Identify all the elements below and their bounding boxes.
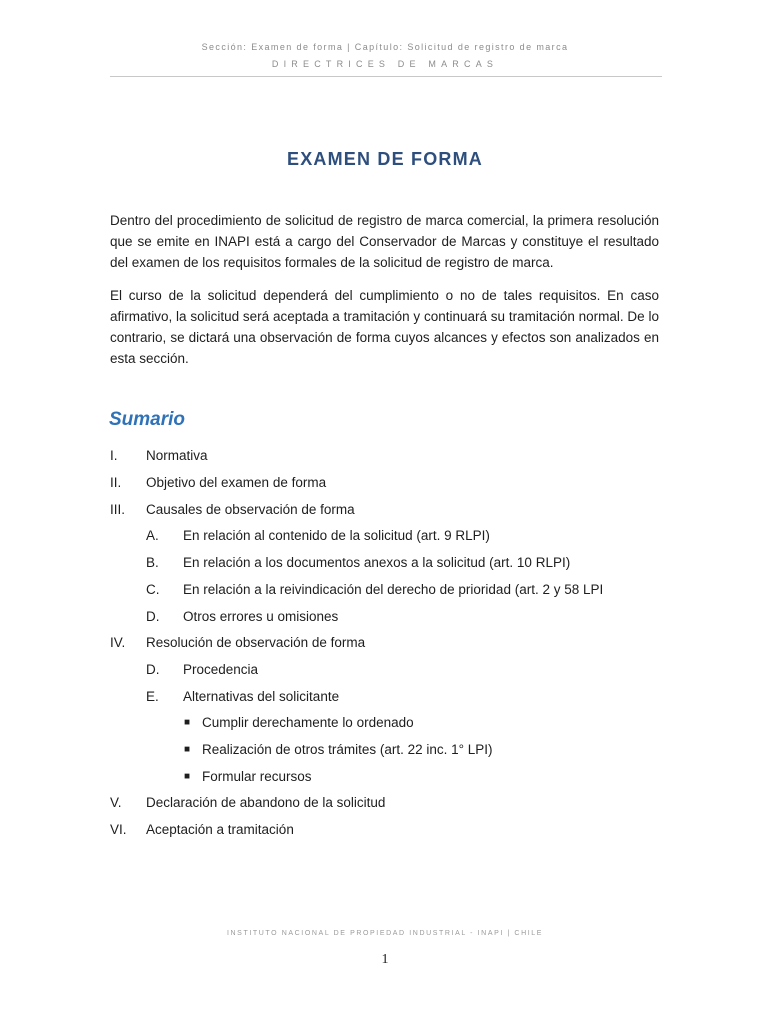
sumario-item-number: E. bbox=[146, 689, 159, 704]
sumario-item-text: Normativa bbox=[146, 448, 208, 463]
sumario-item-number: VI. bbox=[110, 822, 127, 837]
sumario-item-number: D. bbox=[146, 609, 160, 624]
sumario-item-number: B. bbox=[146, 555, 159, 570]
intro-paragraph: Dentro del procedimiento de solicitud de registro de marca comercial, la primera resolución que se emite en INAPI está a cargo del Conservador de Marcas y constituye el resultado del examen de los requisitos formales de la solicitud de registro de marca. bbox=[110, 213, 659, 270]
sumario-item bbox=[0, 446, 770, 466]
sumario-item-text: Resolución de observación de forma bbox=[146, 635, 366, 650]
square-bullet-icon: ■ bbox=[184, 744, 191, 755]
sumario-bullet-item bbox=[0, 740, 770, 760]
sumario-item-number: I. bbox=[110, 448, 118, 463]
sumario-item-text: Aceptación a tramitación bbox=[146, 822, 294, 837]
sumario-item-text: Procedencia bbox=[183, 662, 259, 677]
sumario-subitem bbox=[0, 660, 770, 680]
sumario-subitem bbox=[0, 553, 770, 573]
sumario-item-text: Realización de otros trámites (art. 22 inc. 1° LPI) bbox=[202, 742, 493, 757]
square-bullet-icon: ■ bbox=[184, 771, 191, 782]
sumario-item-text: En relación al contenido de la solicitud (art. 9 RLPI) bbox=[183, 528, 490, 543]
sumario-item-text: Alternativas del solicitante bbox=[183, 689, 340, 704]
sumario-item-text: En relación a la reivindicación del derecho de prioridad (art. 2 y 58 LPI bbox=[183, 582, 604, 597]
sumario-item bbox=[0, 793, 770, 813]
sumario-item-number: IV. bbox=[110, 635, 126, 650]
sumario-item-number: C. bbox=[146, 582, 160, 597]
sumario-item-text: Formular recursos bbox=[202, 769, 312, 784]
sumario-subitem bbox=[0, 526, 770, 546]
sumario-item-text: Causales de observación de forma bbox=[146, 502, 355, 517]
header-breadcrumb: Sección: Examen de forma | Capítulo: Solicitud de registro de marca bbox=[201, 42, 569, 52]
sumario-bullet-item bbox=[0, 713, 770, 733]
sumario-subitem bbox=[0, 580, 770, 600]
sumario-item bbox=[0, 500, 770, 520]
page-number: 1 bbox=[381, 952, 389, 967]
sumario-item-text: Declaración de abandono de la solicitud bbox=[146, 795, 386, 810]
sumario-item bbox=[0, 633, 770, 653]
sumario-bullet-item bbox=[0, 767, 770, 787]
sumario-item-text: Cumplir derechamente lo ordenado bbox=[202, 715, 414, 730]
sumario-item-number: D. bbox=[146, 662, 160, 677]
square-bullet-icon: ■ bbox=[184, 717, 191, 728]
sumario-heading: Sumario bbox=[109, 409, 186, 430]
sumario-item bbox=[0, 473, 770, 493]
sumario-item-text: Objetivo del examen de forma bbox=[146, 475, 327, 490]
header-subtitle: DIRECTRICES DE MARCAS bbox=[271, 59, 499, 69]
sumario-item-number: III. bbox=[110, 502, 126, 517]
sumario-subitem bbox=[0, 607, 770, 627]
footer-text: INSTITUTO NACIONAL DE PROPIEDAD INDUSTRIAL - INAPI | CHILE bbox=[226, 930, 544, 937]
sumario-item-number: V. bbox=[110, 795, 122, 810]
sumario-subitem bbox=[0, 687, 770, 707]
sumario-item bbox=[0, 820, 770, 840]
sumario-item-number: II. bbox=[110, 475, 122, 490]
sumario-item-text: Otros errores u omisiones bbox=[183, 609, 339, 624]
page-title: EXAMEN DE FORMA bbox=[286, 149, 483, 169]
sumario-item-text: En relación a los documentos anexos a la solicitud (art. 10 RLPI) bbox=[183, 555, 571, 570]
sumario-item-number: A. bbox=[146, 528, 159, 543]
second-paragraph: El curso de la solicitud dependerá del cumplimiento o no de tales requisitos. En caso afirmativo, la solicitud será aceptada a tramitación y continuará su tramitación normal. De lo contrario, se dictará una observación de forma cuyos alcances y efectos son analizados en esta sección. bbox=[110, 288, 659, 366]
